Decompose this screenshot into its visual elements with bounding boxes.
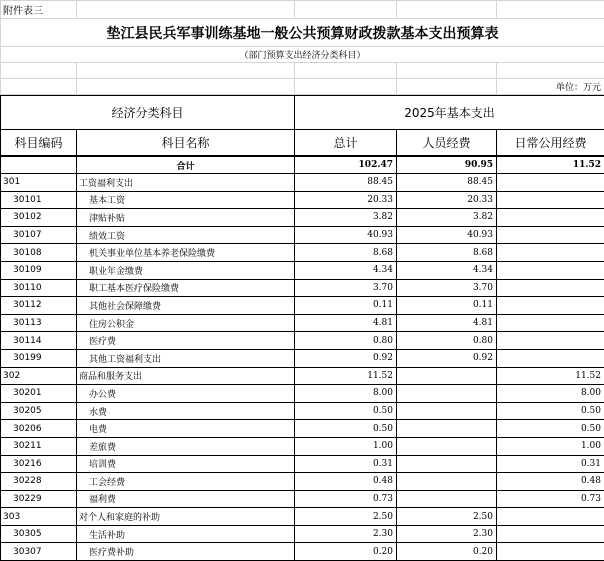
row-name[interactable]: 医疗费补助 [77, 543, 295, 561]
table-row [1, 332, 604, 350]
row-public[interactable] [497, 226, 604, 244]
total-row [1, 157, 604, 174]
row-code[interactable]: 30107 [1, 226, 77, 244]
row-name[interactable]: 基本工资 [77, 191, 295, 209]
header-name[interactable]: 科目名称 [77, 130, 295, 156]
header-basic-expenditure[interactable]: 2025年基本支出 [295, 96, 604, 130]
table-row [1, 543, 604, 561]
row-total[interactable]: 2.30 [295, 525, 397, 543]
row-code[interactable]: 30305 [1, 525, 77, 543]
attachment-label[interactable]: 附件表三 [1, 1, 77, 19]
row-personnel[interactable] [397, 385, 497, 403]
row-total[interactable]: 0.48 [295, 473, 397, 491]
row-name[interactable]: 其他社会保障缴费 [77, 297, 295, 315]
row-public[interactable] [497, 297, 604, 315]
row-personnel[interactable]: 0.80 [397, 332, 497, 350]
row-personnel[interactable] [397, 367, 497, 385]
row-personnel[interactable]: 2.30 [397, 525, 497, 543]
row-name[interactable]: 工会经费 [77, 473, 295, 491]
row-total[interactable]: 4.34 [295, 261, 397, 279]
row-code[interactable]: 30199 [1, 349, 77, 367]
page-subtitle[interactable]: （部门预算支出经济分类科目） [1, 47, 604, 63]
row-personnel[interactable] [397, 473, 497, 491]
row-code[interactable]: 30229 [1, 490, 77, 508]
row-personnel[interactable] [397, 420, 497, 438]
row-code[interactable]: 30108 [1, 244, 77, 262]
row-total[interactable]: 40.93 [295, 226, 397, 244]
total-public[interactable]: 11.52 [497, 157, 604, 174]
row-personnel[interactable]: 0.92 [397, 349, 497, 367]
row-code[interactable]: 30109 [1, 261, 77, 279]
table-row [1, 191, 604, 209]
header-economic-category[interactable]: 经济分类科目 [1, 96, 295, 130]
table-row [1, 314, 604, 332]
row-public[interactable] [497, 525, 604, 543]
row-code[interactable]: 30216 [1, 455, 77, 473]
row-personnel[interactable] [397, 455, 497, 473]
row-public[interactable]: 0.48 [497, 473, 604, 491]
row-public[interactable]: 1.00 [497, 437, 604, 455]
row-public[interactable] [497, 244, 604, 262]
row-total[interactable]: 0.20 [295, 543, 397, 561]
row-code[interactable]: 30110 [1, 279, 77, 297]
row-public[interactable]: 11.52 [497, 367, 604, 385]
row-personnel[interactable]: 4.81 [397, 314, 497, 332]
table-row [1, 261, 604, 279]
row-public[interactable] [497, 209, 604, 227]
row-public[interactable] [497, 543, 604, 561]
row-code[interactable]: 30228 [1, 473, 77, 491]
table-row [1, 420, 604, 438]
row-code[interactable]: 30114 [1, 332, 77, 350]
row-name[interactable]: 水费 [77, 402, 295, 420]
row-personnel[interactable]: 4.34 [397, 261, 497, 279]
row-public[interactable]: 0.50 [497, 420, 604, 438]
table-row [1, 174, 604, 192]
row-name[interactable]: 差旅费 [77, 437, 295, 455]
row-public[interactable] [497, 279, 604, 297]
row-personnel[interactable]: 3.82 [397, 209, 497, 227]
row-total[interactable]: 3.82 [295, 209, 397, 227]
table-row [1, 402, 604, 420]
table-header [0, 95, 604, 156]
row-code[interactable]: 30112 [1, 297, 77, 315]
row-name[interactable]: 住房公积金 [77, 314, 295, 332]
table-row [1, 297, 604, 315]
row-personnel[interactable] [397, 402, 497, 420]
row-total[interactable]: 0.92 [295, 349, 397, 367]
row-public[interactable] [497, 174, 604, 192]
table-row [1, 508, 604, 526]
table-row [1, 385, 604, 403]
row-total[interactable]: 2.50 [295, 508, 397, 526]
row-name[interactable]: 机关事业单位基本养老保险缴费 [77, 244, 295, 262]
row-public[interactable]: 0.50 [497, 402, 604, 420]
table-row [1, 367, 604, 385]
table-row [1, 244, 604, 262]
row-name[interactable]: 工资福利支出 [77, 174, 295, 192]
row-total[interactable]: 3.70 [295, 279, 397, 297]
row-name[interactable]: 职业年金缴费 [77, 261, 295, 279]
row-name[interactable]: 电费 [77, 420, 295, 438]
row-personnel[interactable] [397, 437, 497, 455]
row-personnel[interactable] [397, 490, 497, 508]
row-total[interactable]: 8.00 [295, 385, 397, 403]
row-total[interactable]: 0.73 [295, 490, 397, 508]
total-label[interactable]: 合计 [77, 157, 295, 174]
row-personnel[interactable]: 88.45 [397, 174, 497, 192]
table-row [1, 437, 604, 455]
row-personnel[interactable]: 0.11 [397, 297, 497, 315]
row-public[interactable]: 0.31 [497, 455, 604, 473]
row-public[interactable] [497, 349, 604, 367]
row-name[interactable]: 办公费 [77, 385, 295, 403]
row-code[interactable]: 30201 [1, 385, 77, 403]
row-public[interactable] [497, 332, 604, 350]
header-public[interactable]: 日常公用经费 [497, 130, 604, 156]
row-code[interactable]: 30211 [1, 437, 77, 455]
row-total[interactable]: 0.11 [295, 297, 397, 315]
row-code[interactable]: 302 [1, 367, 77, 385]
row-code[interactable]: 30205 [1, 402, 77, 420]
row-total[interactable]: 20.33 [295, 191, 397, 209]
header-total[interactable]: 总计 [295, 130, 397, 156]
sheet-top [0, 0, 604, 95]
header-code[interactable]: 科目编码 [1, 130, 77, 156]
row-public[interactable] [497, 314, 604, 332]
row-code[interactable]: 301 [1, 174, 77, 192]
total-total[interactable]: 102.47 [295, 157, 397, 174]
page-title[interactable]: 垫江县民兵军事训练基地一般公共预算财政拨款基本支出预算表 [1, 19, 604, 47]
table-row [1, 209, 604, 227]
row-personnel[interactable]: 8.68 [397, 244, 497, 262]
row-name[interactable]: 医疗费 [77, 332, 295, 350]
row-total[interactable]: 0.50 [295, 402, 397, 420]
row-code[interactable]: 30102 [1, 209, 77, 227]
row-code[interactable]: 30101 [1, 191, 77, 209]
row-name[interactable]: 其他工资福利支出 [77, 349, 295, 367]
row-name[interactable]: 商品和服务支出 [77, 367, 295, 385]
row-public[interactable]: 8.00 [497, 385, 604, 403]
row-name[interactable]: 福利费 [77, 490, 295, 508]
row-personnel[interactable]: 3.70 [397, 279, 497, 297]
table-row [1, 455, 604, 473]
row-public[interactable]: 0.73 [497, 490, 604, 508]
row-name[interactable]: 生活补助 [77, 525, 295, 543]
table-row [1, 226, 604, 244]
row-total[interactable]: 11.52 [295, 367, 397, 385]
row-code[interactable]: 303 [1, 508, 77, 526]
row-personnel[interactable]: 0.20 [397, 543, 497, 561]
row-name[interactable]: 职工基本医疗保险缴费 [77, 279, 295, 297]
table-row [1, 525, 604, 543]
table-row [1, 279, 604, 297]
table-row [1, 349, 604, 367]
row-total[interactable]: 1.00 [295, 437, 397, 455]
unit-label[interactable]: 单位：万元 [497, 79, 604, 95]
row-total[interactable]: 0.31 [295, 455, 397, 473]
row-total[interactable]: 4.81 [295, 314, 397, 332]
table-row [1, 490, 604, 508]
row-personnel[interactable]: 2.50 [397, 508, 497, 526]
header-personnel[interactable]: 人员经费 [397, 130, 497, 156]
row-name[interactable]: 培训费 [77, 455, 295, 473]
row-public[interactable] [497, 261, 604, 279]
total-personnel[interactable]: 90.95 [397, 157, 497, 174]
row-name[interactable]: 津贴补贴 [77, 209, 295, 227]
table-row [1, 473, 604, 491]
row-total[interactable]: 0.80 [295, 332, 397, 350]
row-total[interactable]: 8.68 [295, 244, 397, 262]
row-name[interactable]: 对个人和家庭的补助 [77, 508, 295, 526]
row-code[interactable]: 30113 [1, 314, 77, 332]
row-code[interactable]: 30307 [1, 543, 77, 561]
row-public[interactable] [497, 191, 604, 209]
data-table [0, 156, 604, 561]
row-personnel[interactable]: 20.33 [397, 191, 497, 209]
row-public[interactable] [497, 508, 604, 526]
row-personnel[interactable]: 40.93 [397, 226, 497, 244]
row-total[interactable]: 0.50 [295, 420, 397, 438]
row-total[interactable]: 88.45 [295, 174, 397, 192]
row-name[interactable]: 绩效工资 [77, 226, 295, 244]
row-code[interactable]: 30206 [1, 420, 77, 438]
